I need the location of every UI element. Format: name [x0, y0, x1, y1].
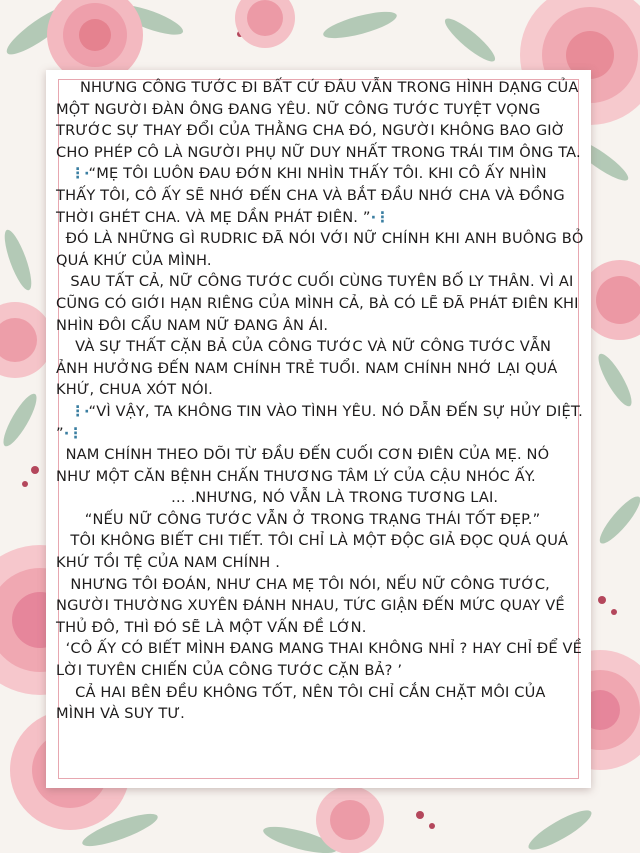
- story-text: [56, 77, 584, 725]
- paragraph: CẢ HAI BÊN ĐỀU KHÔNG TỐT, NÊN TÔI CHỈ CẮN CHẶT MÔI CỦA MÌNH VÀ SUY TƯ.: [56, 683, 546, 723]
- speech-close-marker: ·⋮: [370, 208, 389, 226]
- paragraph: … .NHƯNG, NÓ VẪN LÀ TRONG TƯƠNG LAI.: [170, 489, 499, 507]
- speech-open-marker: ⋮·: [70, 165, 89, 183]
- dialogue-paragraph: ⋮·“MẸ TÔI LUÔN ĐAU ĐỚN KHI NHÌN THẤY TÔI. KHI CÔ ẤY NHÌN THẤY TÔI, CÔ ẤY SẼ NHỚ ĐẾN CHA VÀ BẮT ĐẦU NHỚ CHA VÀ ĐỒNG THỜI GHÉT CHA. VÀ MẸ DẦN PHÁT ĐIÊN. ”·⋮: [56, 165, 565, 226]
- speech-close-marker: ·⋮: [63, 424, 82, 442]
- paragraph: TÔI KHÔNG BIẾT CHI TIẾT. TÔI CHỈ LÀ MỘT ĐỘC GIẢ ĐỌC QUÁ QUÁ KHỨ TỒI TỆ CỦA NAM CHÍNH .: [56, 532, 569, 572]
- paragraph: VÀ SỰ THẤT CẶN BẢ CỦA CÔNG TƯỚC VÀ NỮ CÔNG TƯỚC VẪN ẢNH HƯỞNG ĐẾN NAM CHÍNH TRẺ TUỔI. NAM CHÍNH NHỚ LẠI QUÁ KHỨ, CHUA XÓT NÓI.: [56, 338, 558, 399]
- rose-bottom-middle: [316, 786, 384, 853]
- paragraph: NHƯNG TÔI ĐOÁN, NHƯ CHA MẸ TÔI NÓI, NẾU NỮ CÔNG TƯỚC, NGƯỜI THƯỜNG XUYÊN ĐÁNH NHAU, TỨC GIẬN ĐẾN MỨC QUAY VỀ THỦ ĐÔ, THÌ ĐÓ SẼ LÀ MỘT VẤN ĐỀ LỚN.: [56, 575, 565, 636]
- paragraph: SAU TẤT CẢ, NỮ CÔNG TƯỚC CUỐI CÙNG TUYÊN BỐ LY THÂN. VÌ AI CŨNG CÓ GIỚI HẠN RIÊNG CỦA MÌNH CẢ, BÀ CÓ LẼ ĐÃ PHÁT ĐIÊN KHI NHÌN ĐÔI CẨU NAM NỮ ĐANG ÂN ÁI.: [56, 273, 579, 334]
- dialogue-paragraph: ⋮·“VÌ VẬY, TA KHÔNG TIN VÀO TÌNH YÊU. NÓ DẪN ĐẾN SỰ HỦY DIỆT. ”·⋮: [56, 402, 583, 442]
- paragraph: “NẾU NỮ CÔNG TƯỚC VẪN Ở TRONG TRẠNG THÁI TỐT ĐẸP.”: [84, 510, 541, 528]
- paragraph: ‘CÔ ẤY CÓ BIẾT MÌNH ĐANG MANG THAI KHÔNG NHỈ ? HAY CHỈ ĐỂ VỀ LỜI TUYÊN CHIẾN CỦA CÔNG TƯỚC CẶN BẢ? ’: [56, 640, 583, 680]
- speech-open-marker: ⋮·: [70, 402, 89, 420]
- paragraph: ĐÓ LÀ NHỮNG GÌ RUDRIC ĐÃ NÓI VỚI NỮ CHÍNH KHI ANH BUÔNG BỎ QUÁ KHỨ CỦA MÌNH.: [56, 230, 584, 269]
- paragraph: NHƯNG CÔNG TƯỚC ĐI BẤT CỨ ĐÂU VẪN TRONG HÌNH DẠNG CỦA MỘT NGƯỜI ĐÀN ÔNG ĐANG YÊU. NỮ CÔNG TƯỚC TUYỆT VỌNG TRƯỚC SỰ THAY ĐỔI CỦA THẰNG CHA ĐÓ, NGƯỜI KHÔNG BAO GIỜ CHO PHÉP CÔ LÀ NGƯỜI PHỤ NỮ DUY NHẤT TRONG TRÁI TIM ÔNG TA.: [56, 79, 581, 161]
- paragraph: NAM CHÍNH THEO DÕI TỪ ĐẦU ĐẾN CUỐI CƠN ĐIÊN CỦA MẸ. NÓ NHƯ MỘT CĂN BỆNH CHẤN THƯƠNG TÂM LÝ CỦA CẬU NHÓC ẤY.: [56, 446, 550, 485]
